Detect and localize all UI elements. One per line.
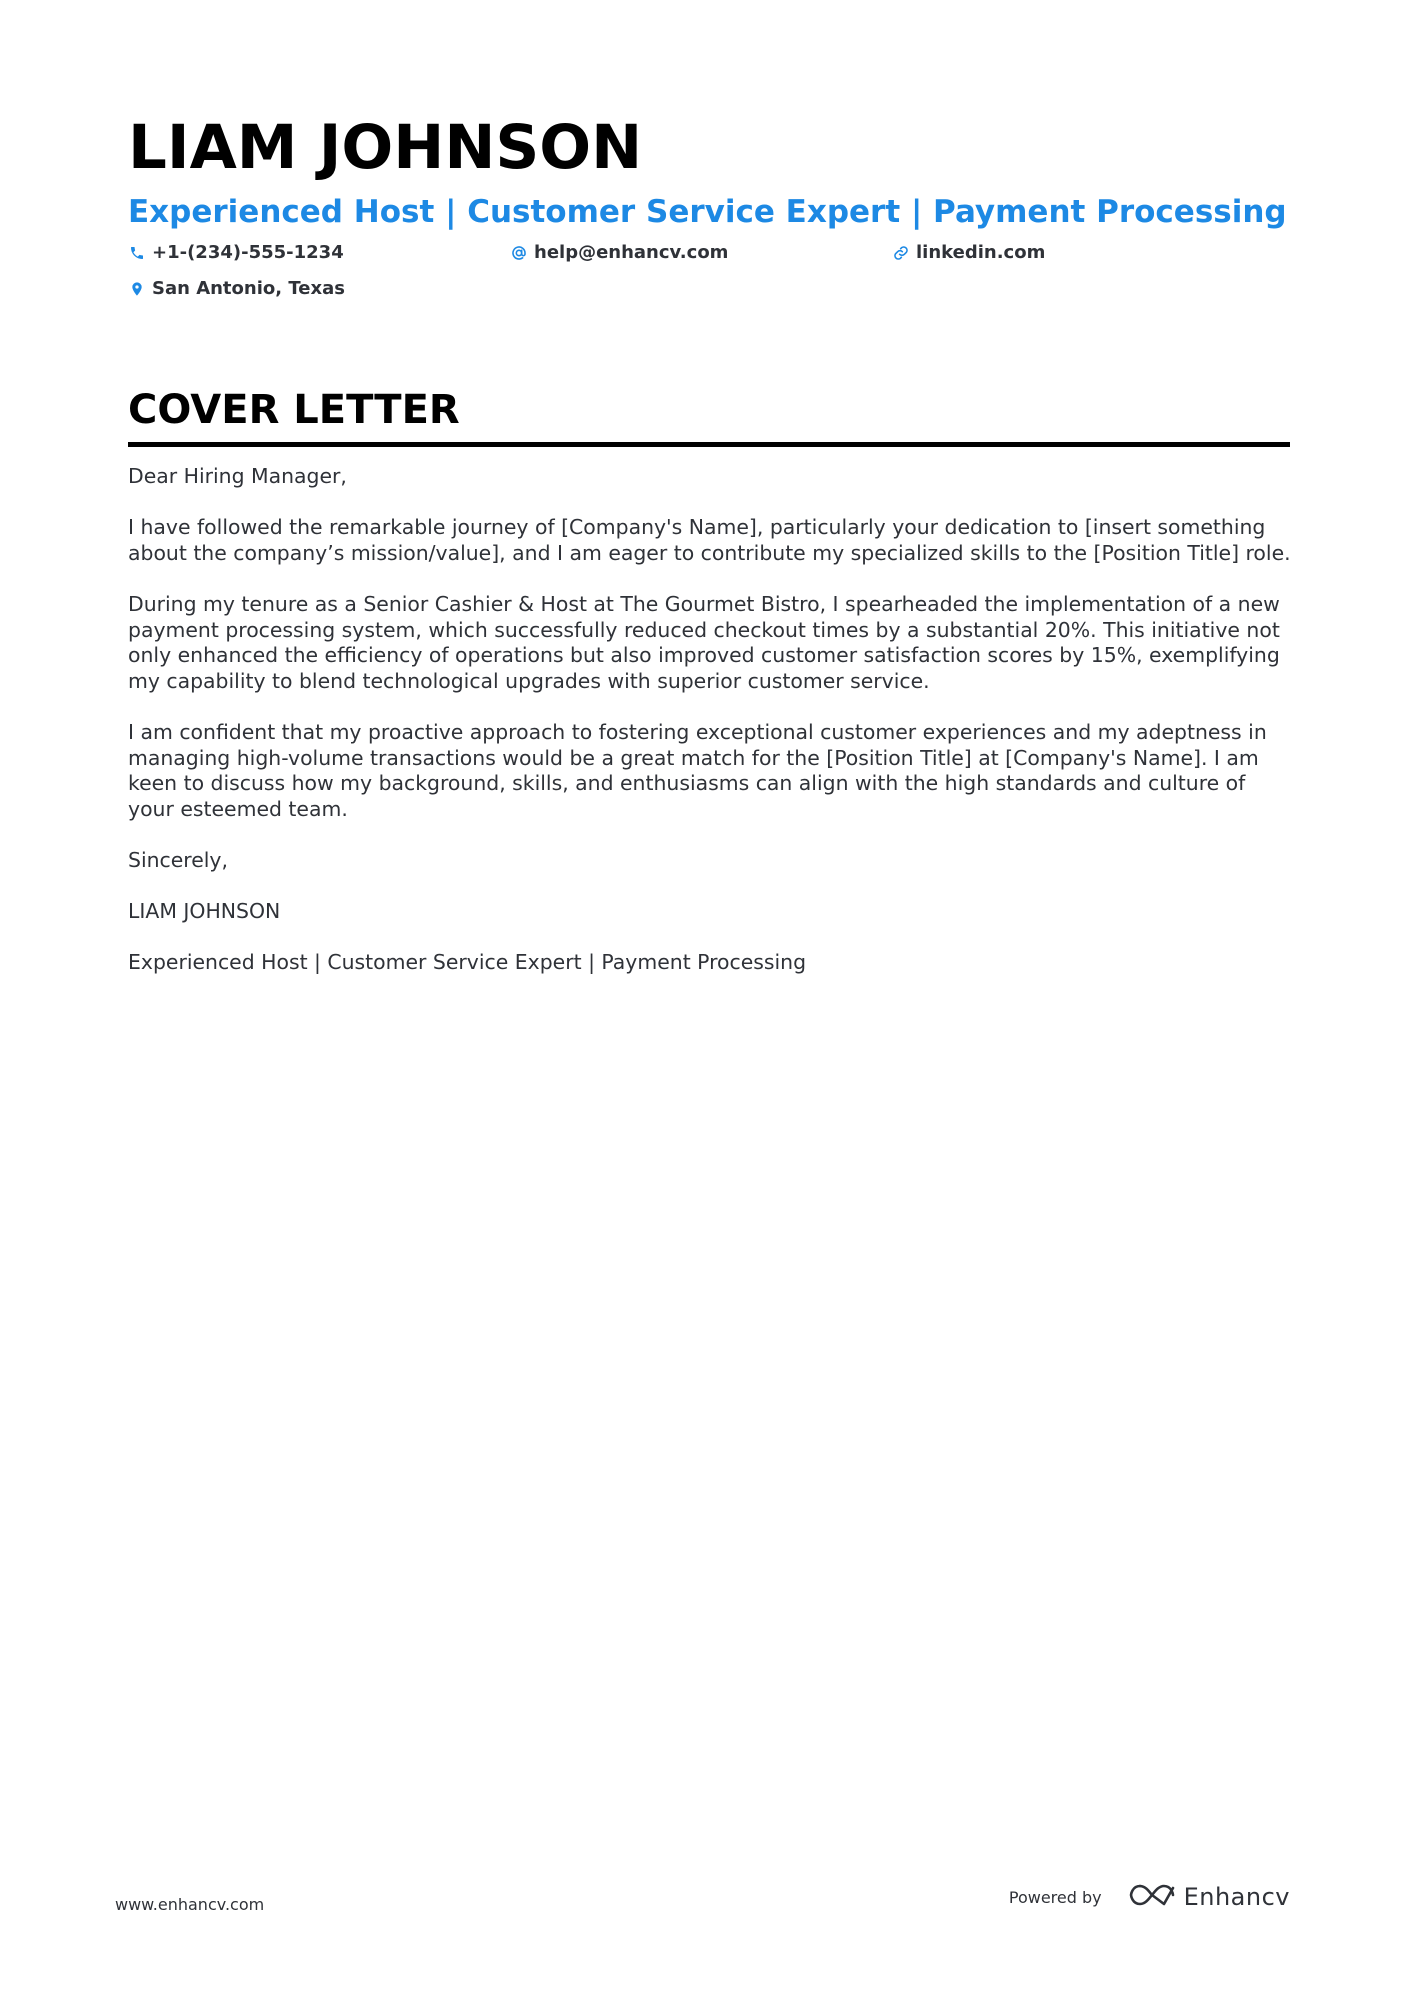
contact-info: [128, 242, 1288, 318]
phone-number: +1-(234)-555-1234: [152, 242, 344, 263]
contact-location: [128, 278, 345, 299]
signature-name: LIAM JOHNSON: [128, 899, 281, 924]
header: [128, 108, 1288, 318]
email-address[interactable]: help@enhancv.com: [534, 242, 729, 263]
phone-icon: [128, 244, 146, 262]
profile-link[interactable]: linkedin.com: [916, 242, 1046, 263]
letter-paragraph: I am confident that my proactive approach to fostering exceptional customer experiences and my adeptness in managing high-volume transactions would be a great match for the [Position Title] at [Company's Name]. I am keen to discuss how my background, skills, and enthusiasms can align with the high standards and culture of your esteemed team.: [128, 719, 1267, 821]
enhancv-logo-icon: [1128, 1882, 1184, 1912]
footer-website[interactable]: www.enhancv.com: [115, 1895, 265, 1914]
footer-branding: [1009, 1882, 1290, 1912]
section-title: COVER LETTER: [128, 384, 1290, 447]
signature-title: Experienced Host | Customer Service Expert | Payment Processing: [128, 950, 807, 975]
at-icon: [510, 244, 528, 262]
contact-phone: [128, 242, 344, 263]
letter-closing: Sincerely,: [128, 847, 228, 872]
letter-body: [128, 464, 1293, 1001]
powered-by-label: Powered by: [1008, 1887, 1102, 1907]
candidate-name: LIAM JOHNSON: [128, 112, 643, 183]
letter-paragraph: During my tenure as a Senior Cashier & Host at The Gourmet Bistro, I spearheaded the implementation of a new payment processing system, which successfully reduced checkout times by a substantial 20%. This initiative not only enhanced the efficiency of operations but also improved customer satisfaction scores by 15%, exemplifying my capability to blend technological upgrades with superior customer service.: [128, 591, 1280, 693]
candidate-headline: Experienced Host | Customer Service Expert | Payment Processing: [128, 194, 1287, 230]
brand-logo[interactable]: [1128, 1882, 1290, 1912]
letter-greeting: Dear Hiring Manager,: [128, 464, 347, 488]
contact-link: [892, 242, 1045, 263]
contact-email: [510, 242, 728, 263]
location-pin-icon: [128, 280, 146, 298]
location-text: San Antonio, Texas: [152, 278, 345, 299]
brand-name: Enhancv: [1183, 1883, 1290, 1911]
link-icon: [892, 244, 910, 262]
letter-paragraph: I have followed the remarkable journey of [Company's Name], particularly your dedication to [insert something about the company’s mission/value], and I am eager to contribute my specialized skills to the [Position Title] role.: [128, 515, 1291, 565]
